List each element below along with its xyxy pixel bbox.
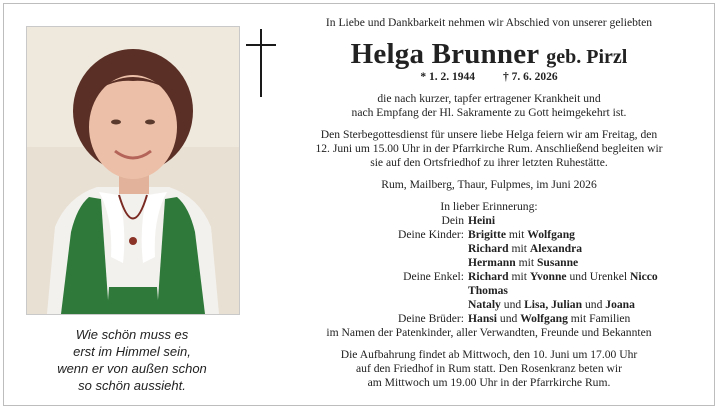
connector: mit <box>511 242 527 255</box>
text-line: auf den Friedhof in Rum statt. Den Rosenkranz beten wir <box>356 362 622 375</box>
text-line: Den Sterbegottesdienst für unsere liebe Helga feiern wir am Freitag, den <box>320 128 658 141</box>
family-list <box>294 214 684 326</box>
text-line: 12. Juni um 15.00 Uhr in der Pfarrkirche Rum. Anschließend begleiten wir <box>315 142 663 155</box>
obituary-card <box>3 3 715 406</box>
text-line: nach Empfang der Hl. Sakramente zu Gott heimgekehrt ist. <box>351 106 627 119</box>
birth-date: * 1. 2. 1944 <box>420 71 475 83</box>
children-row <box>294 242 684 256</box>
connector: mit <box>511 270 527 283</box>
grandchildren-row <box>294 270 684 284</box>
row-label: Deine Enkel: <box>403 270 464 283</box>
connector: und <box>584 298 603 311</box>
child-name: Brigitte <box>468 228 506 241</box>
grandchildren-row <box>294 298 684 312</box>
brother-name: Hansi <box>468 312 497 325</box>
connector: mit Familien <box>570 312 631 325</box>
service-paragraph <box>294 128 684 170</box>
passing-paragraph <box>294 92 684 120</box>
connector: und <box>499 312 518 325</box>
quote-line: wenn er von außen schon <box>57 361 207 376</box>
grandchild-name: Nataly <box>468 298 501 311</box>
connector: mit <box>508 228 525 241</box>
name-text: Helga Brunner <box>350 38 540 70</box>
quote-line: erst im Himmel sein, <box>73 344 191 359</box>
connector: und <box>503 298 522 311</box>
partner-name: Susanne <box>536 256 579 269</box>
place-date: Rum, Mailberg, Thaur, Fulpmes, im Juni 2026 <box>381 178 597 191</box>
connector: und Urenkel <box>569 270 628 283</box>
life-dates <box>294 70 684 84</box>
grandchild-name: Joana <box>605 298 635 311</box>
children-row <box>294 256 684 270</box>
cross-icon <box>246 29 276 102</box>
brothers-row <box>294 312 684 326</box>
grandchild-name: Thomas <box>468 284 508 297</box>
connector: mit <box>518 256 535 269</box>
child-name: Richard <box>468 242 509 255</box>
children-row <box>294 228 684 242</box>
memorial-quote <box>26 326 238 394</box>
child-name: Hermann <box>468 256 516 269</box>
row-label: Deine Brüder: <box>398 312 464 325</box>
row-label: Dein <box>441 214 464 227</box>
text-line: sie auf den Ortsfriedhof zu ihrer letzten Ruhestätte. <box>370 156 608 169</box>
text-line: die nach kurzer, tapfer ertragener Krankheit und <box>377 92 601 105</box>
portrait-photo <box>26 26 240 315</box>
brother-name: Wolfgang <box>520 312 568 325</box>
text-line: Die Aufbahrung findet ab Mittwoch, den 10. Juni um 17.00 Uhr <box>340 348 638 361</box>
partner-name: Wolfgang <box>527 228 575 241</box>
row-label: Deine Kinder: <box>398 228 464 241</box>
wake-paragraph <box>294 348 684 390</box>
quote-line: so schön aussieht. <box>78 378 186 393</box>
grandchildren-row <box>294 284 684 298</box>
spouse-name: Heini <box>468 214 496 227</box>
partner-name: Alexandra <box>529 242 583 255</box>
remembrance-heading: In lieber Erinnerung: <box>440 200 538 213</box>
deceased-name <box>294 38 684 70</box>
maiden-name: geb. Pirzl <box>546 46 628 68</box>
intro-line: In Liebe und Dankbarkeit nehmen wir Abschied von unserer geliebten <box>325 16 653 29</box>
text-line: am Mittwoch um 19.00 Uhr in der Pfarrkirche Rum. <box>367 376 611 389</box>
spouse-row <box>294 214 684 228</box>
partner-name: Yvonne <box>529 270 567 283</box>
grandchild-name: Richard <box>468 270 509 283</box>
great-grandchild-name: Nicco <box>630 270 658 283</box>
quote-line: Wie schön muss es <box>75 327 189 342</box>
death-date: † 7. 6. 2026 <box>503 71 558 83</box>
godchildren-line: im Namen der Patenkinder, aller Verwandten, Freunde und Bekannten <box>326 326 652 339</box>
obituary-text <box>294 16 684 390</box>
grandchild-name: Lisa, Julian <box>524 298 583 311</box>
